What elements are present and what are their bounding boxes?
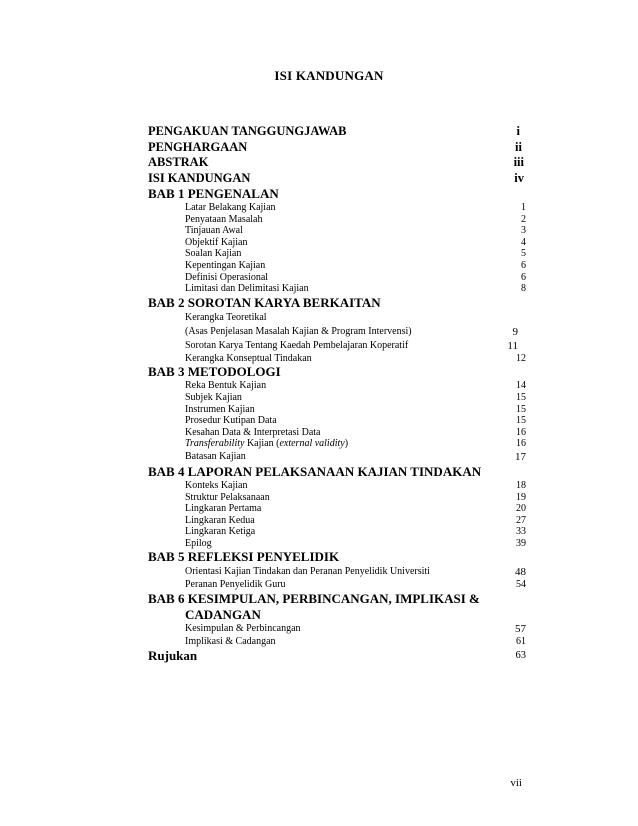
toc-subentry[interactable]: Kerangka Konseptual Tindakan 12 — [185, 352, 526, 364]
toc-subentry[interactable]: Subjek Kajian 15 — [185, 391, 526, 403]
toc-subentry-page: 1 — [521, 202, 526, 213]
toc-subentry-page: 57 — [515, 623, 526, 636]
toc-entry-page: ii — [515, 139, 522, 154]
toc-subentry[interactable]: Prosedur Kutipan Data 15 — [185, 415, 526, 427]
toc-subentry[interactable]: Kerangka Teoretikal — [185, 311, 267, 323]
toc-subentry-page: 48 — [515, 566, 526, 579]
toc-entry-rujukan[interactable] — [148, 648, 526, 664]
toc-entry-pengakuan[interactable] — [148, 124, 526, 140]
toc-subentry-page: 8 — [521, 283, 526, 295]
toc-subentry[interactable]: Instrumen Kajian 15 — [185, 403, 526, 415]
toc-subentry[interactable]: Latar Belakang Kajian 1 — [185, 202, 526, 213]
toc-subentry[interactable]: Lingkaran Pertama 20 — [185, 503, 526, 515]
toc-subentry-page: 3 — [521, 225, 526, 237]
toc-subentry-page: 54 — [516, 579, 526, 591]
toc-subentry[interactable]: Kesimpulan & Perbincangan 57 — [185, 623, 526, 636]
toc-entry-abstrak[interactable] — [148, 155, 526, 171]
toc-subentry[interactable]: (Asas Penjelasan Masalah Kajian & Program Intervensi) 9 — [185, 325, 518, 338]
toc-subentry-page: 61 — [516, 636, 526, 648]
toc-subentry[interactable]: Limitasi dan Delimitasi Kajian 8 — [185, 283, 526, 295]
toc-subentry[interactable]: Soalan Kajian 5 — [185, 248, 526, 260]
toc-subentry[interactable]: Lingkaran Ketiga 33 — [185, 526, 526, 538]
toc-entry-label: ISI KANDUNGAN — [148, 170, 251, 185]
toc-subentry[interactable]: Reka Bentuk Kajian 14 — [185, 380, 526, 392]
page-title: ISI KANDUNGAN — [274, 68, 384, 83]
toc-entry-page: 63 — [515, 649, 526, 661]
chapter-heading-bab-3[interactable]: BAB 3 METODOLOGI — [148, 364, 281, 380]
toc-subentry-page: 17 — [515, 450, 526, 463]
toc-subentry[interactable]: Definisi Operasional 6 — [185, 271, 526, 283]
toc-subentry[interactable]: Kepentingan Kajian 6 — [185, 259, 526, 271]
toc-entry-page: iii — [513, 155, 524, 169]
toc-subentry-page: 20 — [516, 503, 526, 515]
toc-subentry[interactable]: Tinjauan Awal 3 — [185, 225, 526, 237]
toc-subentry-page: 15 — [516, 403, 526, 415]
toc-subentry-page: 2 — [521, 213, 526, 225]
chapter-heading-bab-5[interactable]: BAB 5 REFLEKSI PENYELIDIK — [148, 549, 340, 565]
toc-entry-penghargaan[interactable] — [148, 140, 526, 156]
toc-subentry-page: 39 — [516, 537, 526, 549]
chapter-heading-bab-6[interactable]: BAB 6 KESIMPULAN, PERBINCANGAN, IMPLIKASI & — [148, 591, 480, 607]
toc-subentry[interactable]: Objektif Kajian 4 — [185, 236, 526, 248]
toc-subentry[interactable]: Peranan Penyelidik Guru 54 — [185, 579, 526, 591]
toc-subentry[interactable]: Sorotan Karya Tentang Kaedah Pembelajaran Koperatif 11 — [185, 339, 518, 352]
toc-entry-page: i — [516, 124, 520, 138]
chapter-heading-bab-2[interactable]: BAB 2 SOROTAN KARYA BERKAITAN — [148, 294, 381, 310]
toc-entry-label: ABSTRAK — [148, 155, 209, 169]
chapter-heading-bab-4[interactable]: BAB 4 LAPORAN PELAKSANAAN KAJIAN TINDAKAN — [148, 463, 482, 479]
toc-subentry-page: 9 — [512, 325, 518, 338]
toc-subentry-page: 12 — [516, 352, 526, 364]
toc-entry-page: iv — [514, 170, 524, 185]
toc-entry-label: PENGHARGAAN — [148, 139, 248, 154]
toc-subentry[interactable]: Transferability Kajian (external validity) 16 — [185, 438, 526, 450]
table-of-contents — [148, 124, 526, 664]
toc-subentry-page: 18 — [516, 479, 526, 491]
toc-subentry[interactable]: Orientasi Kajian Tindakan dan Peranan Penyelidik Universiti 48 — [185, 566, 526, 579]
toc-subentry[interactable]: Struktur Pelaksanaan 19 — [185, 491, 526, 503]
toc-subentry-page: 19 — [516, 491, 526, 503]
toc-subentry[interactable]: Kesahan Data & Interpretasi Data 16 — [185, 426, 526, 438]
toc-subentry[interactable]: Penyataan Masalah 2 — [185, 213, 526, 225]
toc-subentry[interactable]: Konteks Kajian 18 — [185, 479, 526, 491]
toc-entry-isi-kandungan[interactable] — [148, 171, 526, 187]
toc-subentry-page: 33 — [516, 526, 526, 538]
toc-subentry-page: 6 — [521, 271, 526, 283]
toc-subentry-page: 15 — [516, 391, 526, 403]
toc-subentry[interactable]: Batasan Kajian 17 — [185, 450, 526, 463]
toc-subentry-page: 16 — [516, 426, 526, 438]
toc-subentry-page: 15 — [516, 415, 526, 427]
toc-subentry[interactable]: Implikasi & Cadangan 61 — [185, 636, 526, 648]
toc-subentry-page: 16 — [516, 438, 526, 450]
toc-subentry-page: 4 — [521, 236, 526, 248]
toc-subentry-page: 6 — [521, 259, 526, 271]
toc-entry-label: PENGAKUAN TANGGUNGJAWAB — [148, 124, 347, 138]
toc-subentry-page: 27 — [516, 514, 526, 526]
chapter-heading-bab-6-continued: CADANGAN — [185, 607, 261, 623]
toc-subentry-page: 14 — [516, 380, 526, 392]
toc-subentry-page: 5 — [521, 248, 526, 260]
toc-entry-label: Rujukan — [148, 647, 198, 663]
toc-subentry[interactable]: Lingkaran Kedua 27 — [185, 514, 526, 526]
toc-subentry[interactable]: Epilog 39 — [185, 537, 526, 549]
toc-subentry-page: 11 — [507, 339, 518, 352]
chapter-heading-bab-1[interactable]: BAB 1 PENGENALAN — [148, 186, 279, 201]
page-number: vii — [510, 777, 522, 789]
